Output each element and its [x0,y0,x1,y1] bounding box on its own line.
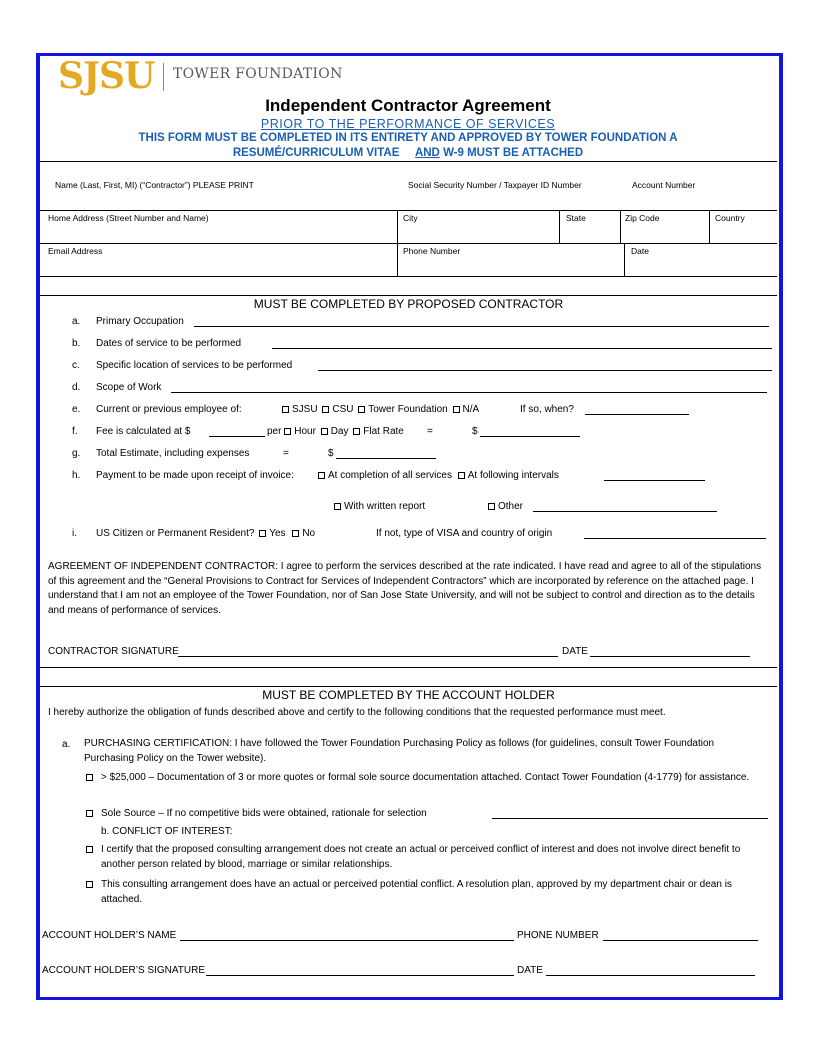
yes-label: Yes [269,528,286,539]
dates-of-service-line[interactable] [272,348,772,349]
holder-phone-label: PHONE NUMBER [517,930,599,941]
item-i-letter: i. [72,528,77,539]
citizen-label [96,528,315,539]
logo-divider [163,63,164,91]
grid-line [40,276,777,277]
notice-and: AND [414,147,440,159]
written-report-option [334,501,425,512]
holder-signature-line[interactable] [206,975,514,976]
account-intro: I hereby authorize the obligation of funds described above and certify to the following conditions that the requested performance must meet. [48,707,666,718]
estimate-dollar: $ [328,448,334,459]
location-line[interactable] [318,370,772,371]
intervals-line[interactable] [604,480,705,481]
holder-signature-label: ACCOUNT HOLDER’S SIGNATURE [42,965,205,976]
form-subtitle: PRIOR TO THE PERFORMANCE OF SERVICES [260,117,556,131]
primary-occupation-line[interactable] [194,326,769,327]
sjsu-option-label: SJSU [292,404,318,415]
form-title: Independent Contractor Agreement [265,96,551,115]
other-option [488,501,523,512]
no-checkbox[interactable] [292,530,299,537]
sjsu-logo: SJSU [58,55,155,97]
notice-resume: RESUMÉ/CURRICULUM VITAE [232,147,400,159]
grid-line [624,243,625,276]
item-h-letter: h. [72,470,81,481]
over-25000-text: > $25,000 – Documentation of 3 or more quotes or formal sole source documentation attached. Contact Tower Foundation (4-1779) for assistance. [101,772,750,783]
country-label: Country [715,213,745,223]
primary-occupation-label: Primary Occupation [96,316,184,327]
tower-foundation-logo: TOWER FOUNDATION [173,66,343,82]
grid-line [397,210,398,276]
grid-line [40,295,777,296]
citizen-question: US Citizen or Permanent Resident? [96,528,255,539]
email-label: Email Address [48,246,103,256]
if-so-when-label: If so, when? [520,404,574,415]
sole-source-line[interactable] [492,818,768,819]
employee-options [282,404,479,415]
account-item-a-letter: a. [62,739,71,750]
item-f-letter: f. [72,426,78,437]
dates-of-service-label: Dates of service to be performed [96,338,242,349]
day-checkbox[interactable] [321,428,328,435]
fee-label: Fee is calculated at $ [96,426,191,437]
phone-label: Phone Number [403,246,461,256]
holder-date-label: DATE [517,965,543,976]
notice-line-1: THIS FORM MUST BE COMPLETED IN ITS ENTIRETY AND APPROVED BY TOWER FOUNDATION A [138,132,678,144]
notice-w9: W-9 MUST BE ATTACHED [443,147,584,159]
home-address-label: Home Address (Street Number and Name) [48,213,209,223]
yes-checkbox[interactable] [259,530,266,537]
na-checkbox[interactable] [453,406,460,413]
hour-checkbox[interactable] [284,428,291,435]
contractor-signature-label: CONTRACTOR SIGNATURE [48,646,179,657]
conflict-heading: b. CONFLICT OF INTEREST: [101,826,233,837]
intervals-label: At following intervals [467,470,559,481]
if-so-when-line[interactable] [585,414,689,415]
payment-label: Payment to be made upon receipt of invoice: [96,470,294,481]
per-label: per [267,426,282,437]
day-label: Day [330,426,349,437]
holder-name-label: ACCOUNT HOLDER’S NAME [42,930,177,941]
sole-source-text: Sole Source – If no competitive bids were obtained, rationale for selection [101,808,427,819]
no-conflict-text: I certify that the proposed consulting arrangement does not create an actual or perceived conflict of interest and does not involve direct benefit to another person related by blood, marriage or similar relationships. [101,844,741,870]
zip-label: Zip Code [625,213,660,223]
fee-total-line[interactable] [480,436,580,437]
state-label: State [566,213,586,223]
city-label: City [403,213,418,223]
completion-label: At completion of all services [328,470,452,481]
agreement-paragraph: AGREEMENT OF INDEPENDENT CONTRACTOR: I agree to perform the services described at the rate indicated. I have read and agree to all of the stipulations of this agreement and the “General Provisions to Contract for Services of Independent Contractors” which are incorporated by reference on the attached page. I understand that I am not an employee of the Tower Foundation, nor of San Jose State University, and will not be subject to control and direction as to the details and means of performance of services. [48,561,762,616]
account-field-label: Account Number [632,180,696,190]
employee-of-label: Current or previous employee of: [96,404,242,415]
contractor-date-label: DATE [562,646,588,657]
grid-line [40,667,777,668]
flat-rate-checkbox[interactable] [353,428,360,435]
sole-source-checkbox[interactable] [86,810,93,817]
tower-foundation-option-label: Tower Foundation [368,404,448,415]
written-report-label: With written report [344,501,426,512]
grid-line [40,243,777,244]
visa-line[interactable] [584,538,766,539]
holder-date-line[interactable] [546,975,755,976]
flat-rate-label: Flat Rate [363,426,404,437]
na-option-label: N/A [462,404,480,415]
grid-line [709,210,710,243]
grid-line [620,210,621,243]
item-c-letter: c. [72,360,80,371]
grid-line [40,161,777,162]
holder-name-line[interactable] [180,940,514,941]
has-conflict-checkbox[interactable] [86,881,93,888]
estimate-line[interactable] [336,458,436,459]
grid-line [40,210,777,211]
item-e-letter: e. [72,404,81,415]
item-a-letter: a. [72,316,81,327]
notice-line-2 [0,147,816,159]
other-label: Other [498,501,524,512]
name-field-label: Name (Last, First, MI) (“Contractor”) PLEASE PRINT [55,180,254,190]
over-25000-checkbox[interactable] [86,774,93,781]
scope-label: Scope of Work [96,382,162,393]
fee-equals: = [427,426,433,437]
no-conflict-checkbox[interactable] [86,846,93,853]
fee-amount-line[interactable] [209,436,265,437]
no-label: No [302,528,316,539]
payment-options [318,470,559,481]
purchasing-certification-text: PURCHASING CERTIFICATION: I have followed the Tower Foundation Purchasing Policy as follows (for guidelines, consult Tower Foundation Purchasing Policy on the Tower website). [84,738,715,764]
ssn-field-label: Social Security Number / Taxpayer ID Number [408,180,582,190]
grid-line [40,686,777,687]
holder-phone-line[interactable] [603,940,758,941]
account-section-heading: MUST BE COMPLETED BY THE ACCOUNT HOLDER [262,688,555,702]
visa-label: If not, type of VISA and country of origin [376,528,553,539]
estimate-equals: = [283,448,289,459]
csu-checkbox[interactable] [322,406,329,413]
scope-line[interactable] [171,392,767,393]
contractor-date-line[interactable] [590,656,750,657]
hour-label: Hour [294,426,316,437]
has-conflict-text: This consulting arrangement does have an actual or perceived potential conflict. A resolution plan, approved by my department chair or dean is attached. [101,879,732,905]
contractor-section-heading: MUST BE COMPLETED BY PROPOSED CONTRACTOR [253,297,564,311]
csu-option-label: CSU [332,404,354,415]
sjsu-checkbox[interactable] [282,406,289,413]
other-checkbox[interactable] [488,503,495,510]
other-line[interactable] [533,511,717,512]
written-report-checkbox[interactable] [334,503,341,510]
item-b-letter: b. [72,338,81,349]
total-estimate-label: Total Estimate, including expenses [96,448,250,459]
completion-checkbox[interactable] [318,472,325,479]
contractor-signature-line[interactable] [178,656,558,657]
fee-dollar: $ [472,426,478,437]
tower-foundation-checkbox[interactable] [358,406,365,413]
date-label: Date [631,246,649,256]
item-g-letter: g. [72,448,81,459]
intervals-checkbox[interactable] [458,472,465,479]
location-label: Specific location of services to be performed [96,360,293,371]
grid-line [559,210,560,243]
fee-per-options [267,426,404,437]
item-d-letter: d. [72,382,81,393]
